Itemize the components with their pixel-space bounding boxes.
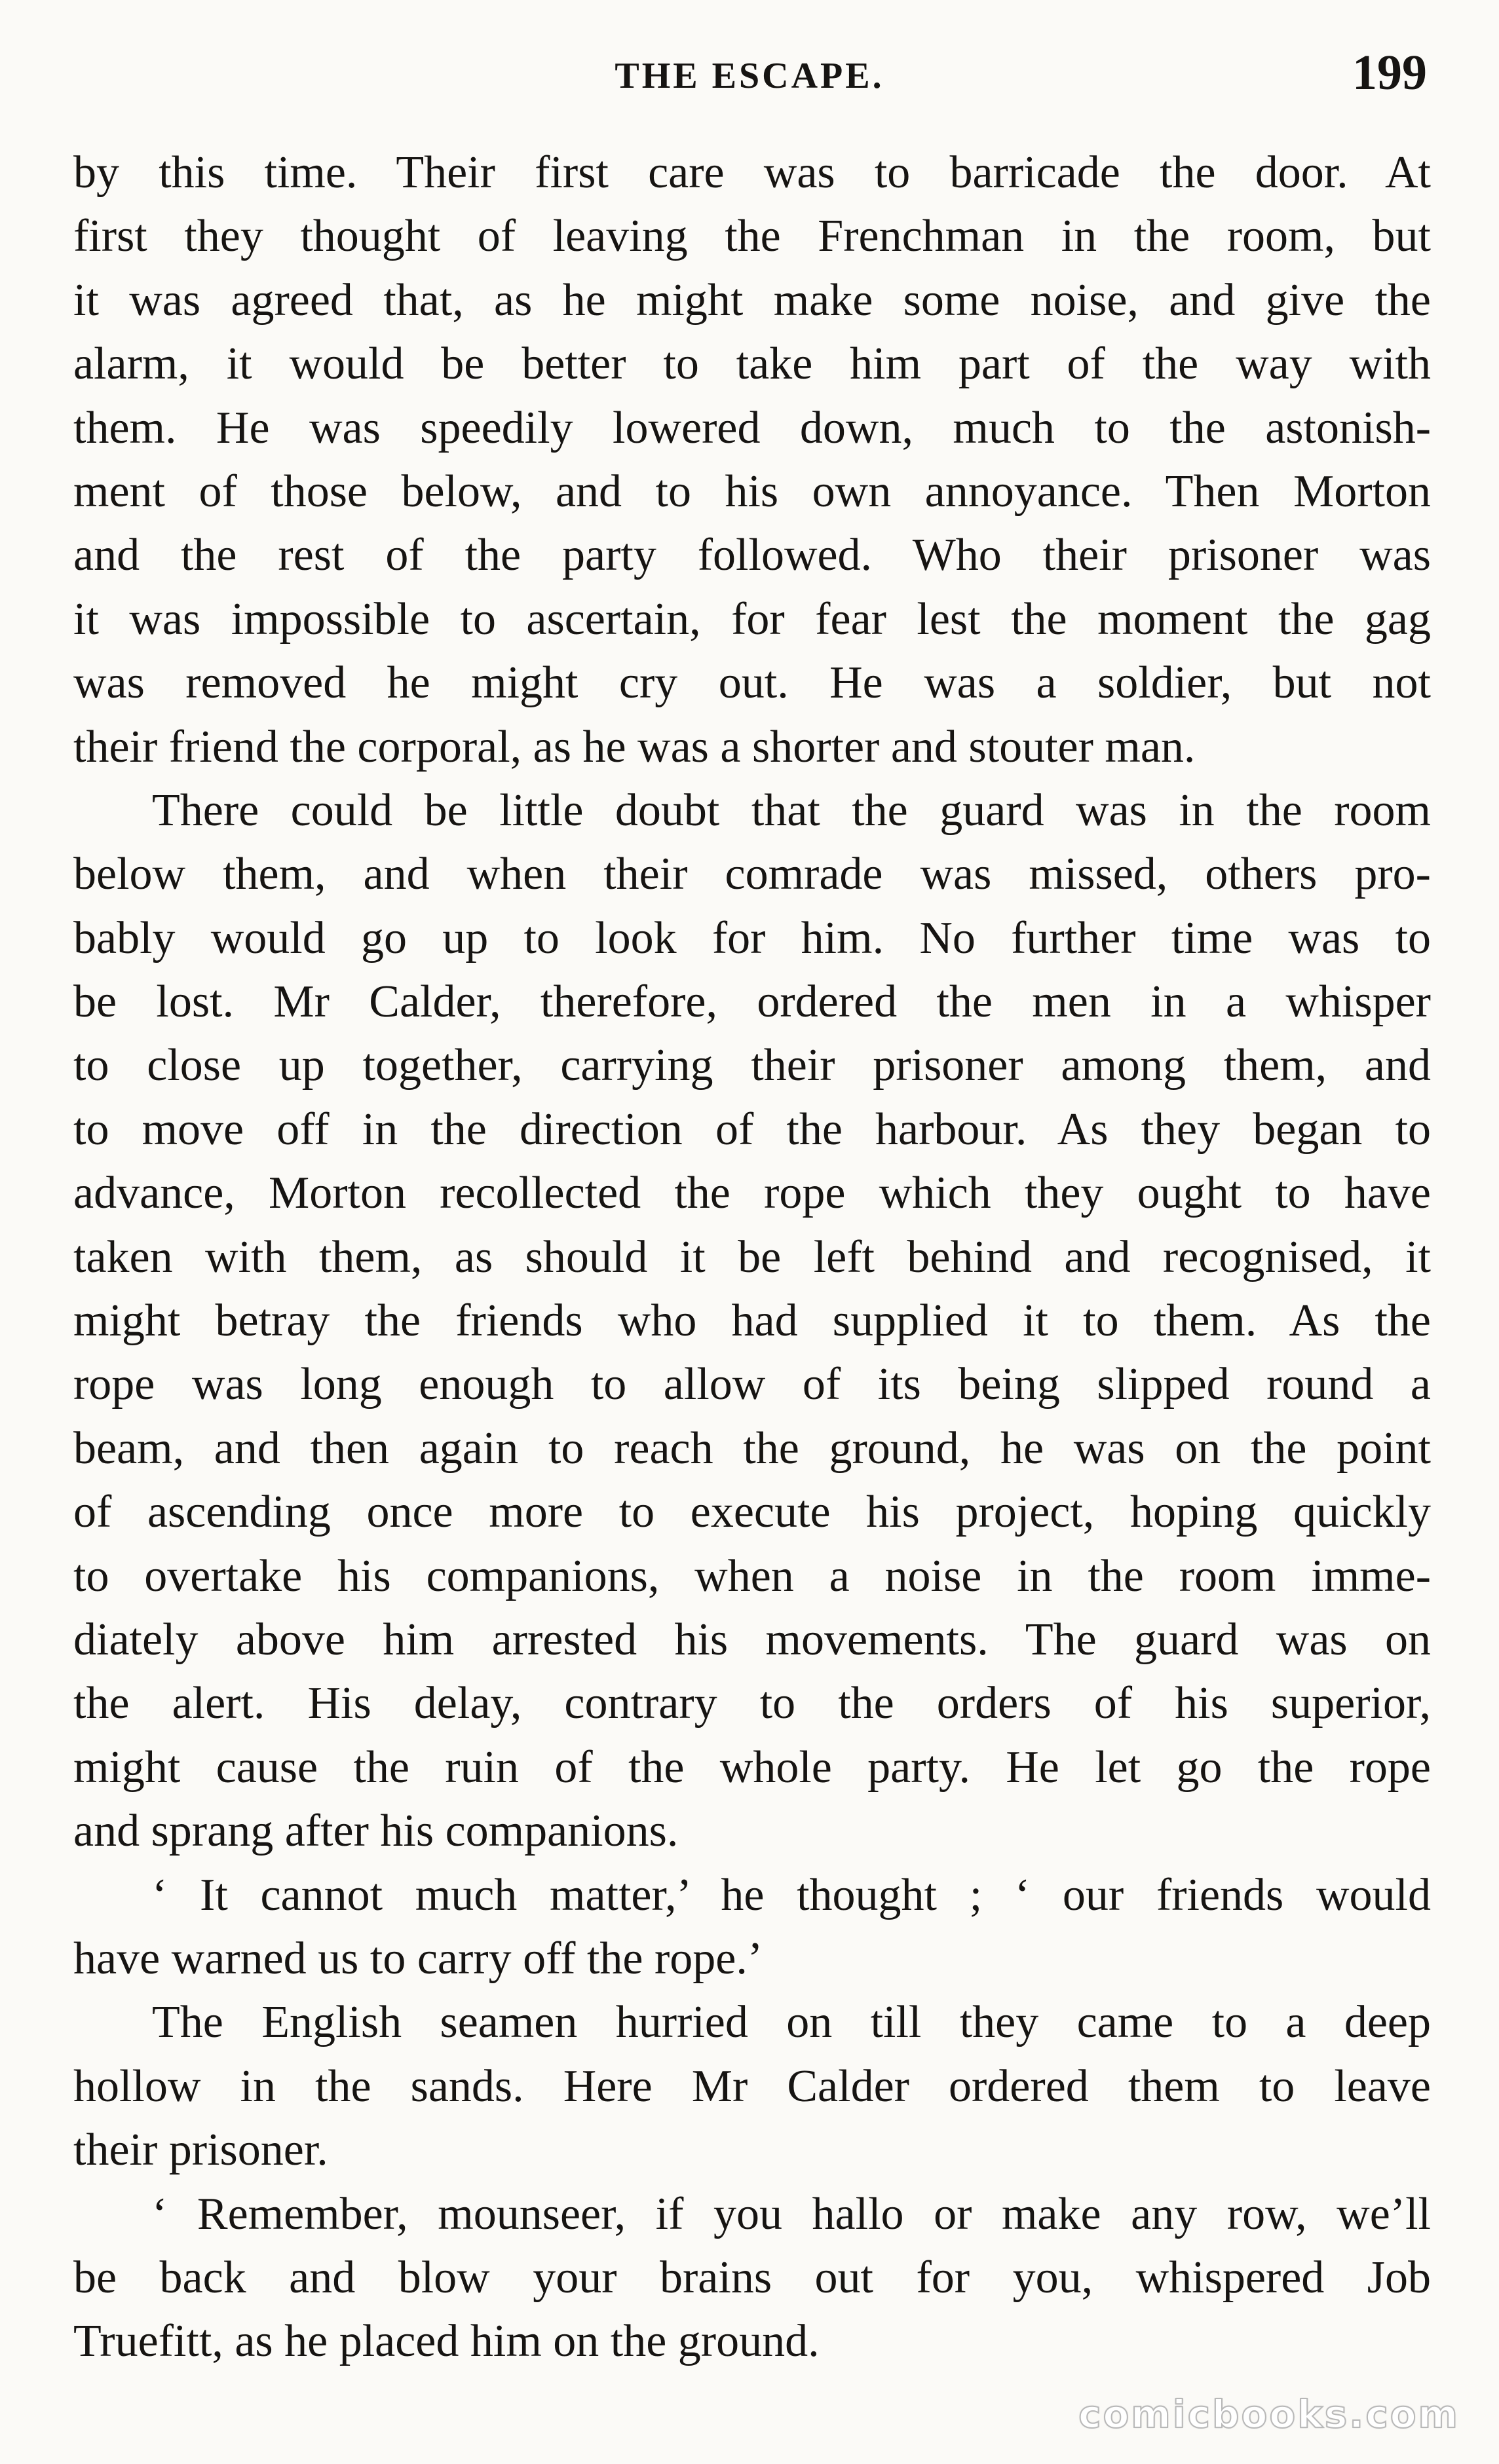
text-line: below them, and when their comrade was missed, others pro- xyxy=(73,849,1431,900)
text-line: to move off in the direction of the harbour. As they began to xyxy=(73,1104,1431,1155)
text-line: and sprang after his companions. xyxy=(73,1806,679,1857)
text-line: alarm, it would be better to take him part of the way with xyxy=(73,339,1431,390)
text-line: might betray the friends who had supplied it to them. As the xyxy=(73,1296,1431,1347)
text-line: rope was long enough to allow of its being slipped round a xyxy=(73,1359,1431,1410)
running-header xyxy=(0,0,1499,131)
text-line: ‘ Remember, mounseer, if you hallo or make any row, we’ll xyxy=(152,2188,1431,2239)
text-line: bably would go up to look for him. No further time was to xyxy=(73,912,1431,963)
text-line: their friend the corporal, as he was a shorter and stouter man. xyxy=(73,721,1196,772)
text-line: by this time. Their first care was to barricade the door. At xyxy=(73,147,1431,198)
text-line: be back and blow your brains out for you, whispered Job xyxy=(73,2252,1431,2303)
text-line: it was impossible to ascertain, for fear lest the moment the gag xyxy=(73,593,1431,644)
text-line: to overtake his companions, when a noise in the room imme- xyxy=(73,1550,1431,1601)
text-line: have warned us to carry off the rope.’ xyxy=(73,1933,763,1984)
text-line: their prisoner. xyxy=(73,2125,328,2176)
text-line: was removed he might cry out. He was a soldier, but not xyxy=(73,658,1431,709)
text-line: beam, and then again to reach the ground, he was on the point xyxy=(73,1423,1431,1474)
text-line: it was agreed that, as he might make some noise, and give the xyxy=(73,274,1431,326)
text-line: Truefitt, as he placed him on the ground. xyxy=(73,2316,820,2367)
text-line: ment of those below, and to his own annoyance. Then Morton xyxy=(73,466,1431,517)
page-number: 199 xyxy=(1352,45,1427,100)
text-line: diately above him arrested his movements. The guard was on xyxy=(73,1614,1431,1665)
chapter-title: THE ESCAPE. xyxy=(615,56,884,96)
text-line: of ascending once more to execute his project, hoping quickly xyxy=(73,1487,1431,1538)
text-line: The English seamen hurried on till they came to a deep xyxy=(152,1997,1431,2048)
text-line: them. He was speedily lowered down, much to the astonish- xyxy=(73,402,1431,453)
watermark-logo: comicbooks.com xyxy=(1078,2392,1460,2436)
body-text xyxy=(73,141,1431,2374)
text-line: taken with them, as should it be left behind and recognised, it xyxy=(73,1231,1431,1282)
text-line: might cause the ruin of the whole party. He let go the rope xyxy=(73,1742,1431,1793)
text-line: to close up together, carrying their prisoner among them, and xyxy=(73,1040,1431,1091)
text-line: hollow in the sands. Here Mr Calder ordered them to leave xyxy=(73,2061,1431,2112)
text-line: and the rest of the party followed. Who their prisoner was xyxy=(73,530,1431,581)
text-line: advance, Morton recollected the rope which they ought to have xyxy=(73,1168,1431,1219)
text-line: first they thought of leaving the Frenchman in the room, but xyxy=(73,211,1431,262)
text-line: the alert. His delay, contrary to the orders of his superior, xyxy=(73,1678,1431,1729)
text-line: be lost. Mr Calder, therefore, ordered the men in a whisper xyxy=(73,977,1431,1028)
text-line: ‘ It cannot much matter,’ he thought ; ‘ our friends would xyxy=(152,1869,1431,1920)
text-line: There could be little doubt that the guard was in the room xyxy=(152,785,1431,836)
